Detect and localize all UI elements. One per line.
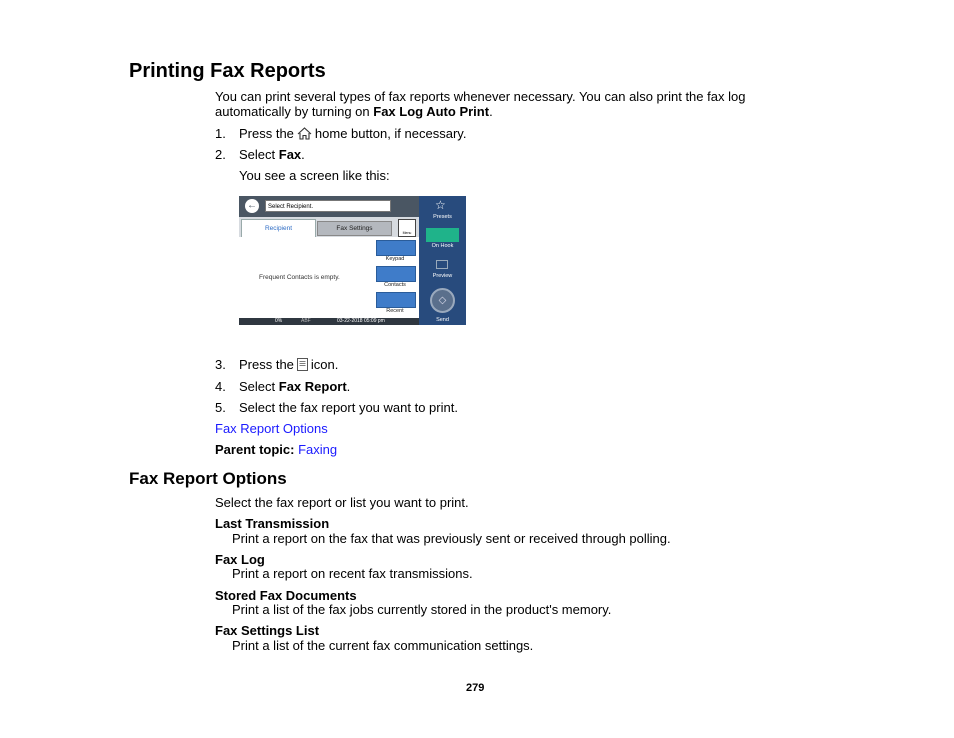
contacts-button: [376, 266, 416, 282]
keypad-button: [376, 240, 416, 256]
on-hook-button: [426, 228, 459, 242]
preview-icon: [436, 260, 448, 269]
section-title: Fax Report Options: [129, 469, 287, 488]
tab-fax-settings: Fax Settings: [317, 221, 392, 236]
back-arrow-icon: ←: [247, 200, 257, 211]
desc-fax-settings-list: Print a list of the current fax communication settings.: [232, 638, 534, 653]
term-stored-fax-documents: Stored Fax Documents: [215, 588, 357, 603]
home-icon: [297, 127, 312, 143]
faxing-link[interactable]: Faxing: [298, 442, 338, 457]
printer-screen-image: [239, 196, 466, 325]
term-fax-log: Fax Log: [215, 552, 265, 567]
term-fax-settings-list: Fax Settings List: [215, 623, 320, 638]
preview-label: Preview: [432, 273, 453, 279]
page-number: 279: [466, 682, 485, 694]
send-label: Send: [436, 317, 449, 323]
desc-fax-log: Print a report on recent fax transmissions.: [232, 566, 473, 581]
fax-report-options-link[interactable]: Fax Report Options: [215, 421, 328, 436]
desc-stored-fax-documents: Print a list of the fax jobs currently stored in the product's memory.: [232, 602, 612, 617]
tab-recipient: Recipient: [241, 219, 316, 237]
keypad-label: Keypad: [385, 256, 405, 262]
step-5: 5. Select the fax report you want to print.: [215, 400, 458, 415]
term-last-transmission: Last Transmission: [215, 516, 330, 531]
empty-message: Frequent Contacts is empty.: [259, 274, 340, 281]
on-hook-label: On Hook: [431, 243, 454, 249]
recent-label: Recent: [386, 308, 404, 314]
recipient-field: Select Recipient.: [265, 200, 391, 212]
intro-line-1: You can print several types of fax reports whenever necessary. You can also print the fax log: [215, 89, 746, 104]
contacts-label: Contacts: [384, 282, 406, 288]
section-intro: Select the fax report or list you want to print.: [215, 495, 469, 510]
step-4: 4. Select Fax Report.: [215, 379, 351, 394]
send-icon: ◇: [430, 288, 455, 313]
see-screen-text: You see a screen like this:: [239, 168, 390, 183]
menu-icon: Menu: [398, 219, 416, 237]
parent-topic: Parent topic: Faxing: [215, 442, 338, 457]
menu-icon: [297, 358, 308, 374]
presets-label: Presets: [433, 214, 452, 220]
step-2: 2. Select Fax.: [215, 147, 305, 162]
step-3: 3. Press the icon.: [215, 357, 339, 372]
desc-last-transmission: Print a report on the fax that was previously sent or received through polling.: [232, 531, 671, 546]
page-title: Printing Fax Reports: [129, 60, 326, 82]
intro-line-2: automatically by turning on Fax Log Auto Print.: [215, 104, 493, 119]
screen-status-bar: 0% ABF 03-22-2018 05:09 pm: [239, 318, 419, 325]
step-1: 1. Press the home button, if necessary.: [215, 126, 467, 141]
recent-button: [376, 292, 416, 308]
fax-log-auto-print-term: Fax Log Auto Print: [373, 104, 490, 119]
star-icon: ☆: [435, 198, 446, 212]
